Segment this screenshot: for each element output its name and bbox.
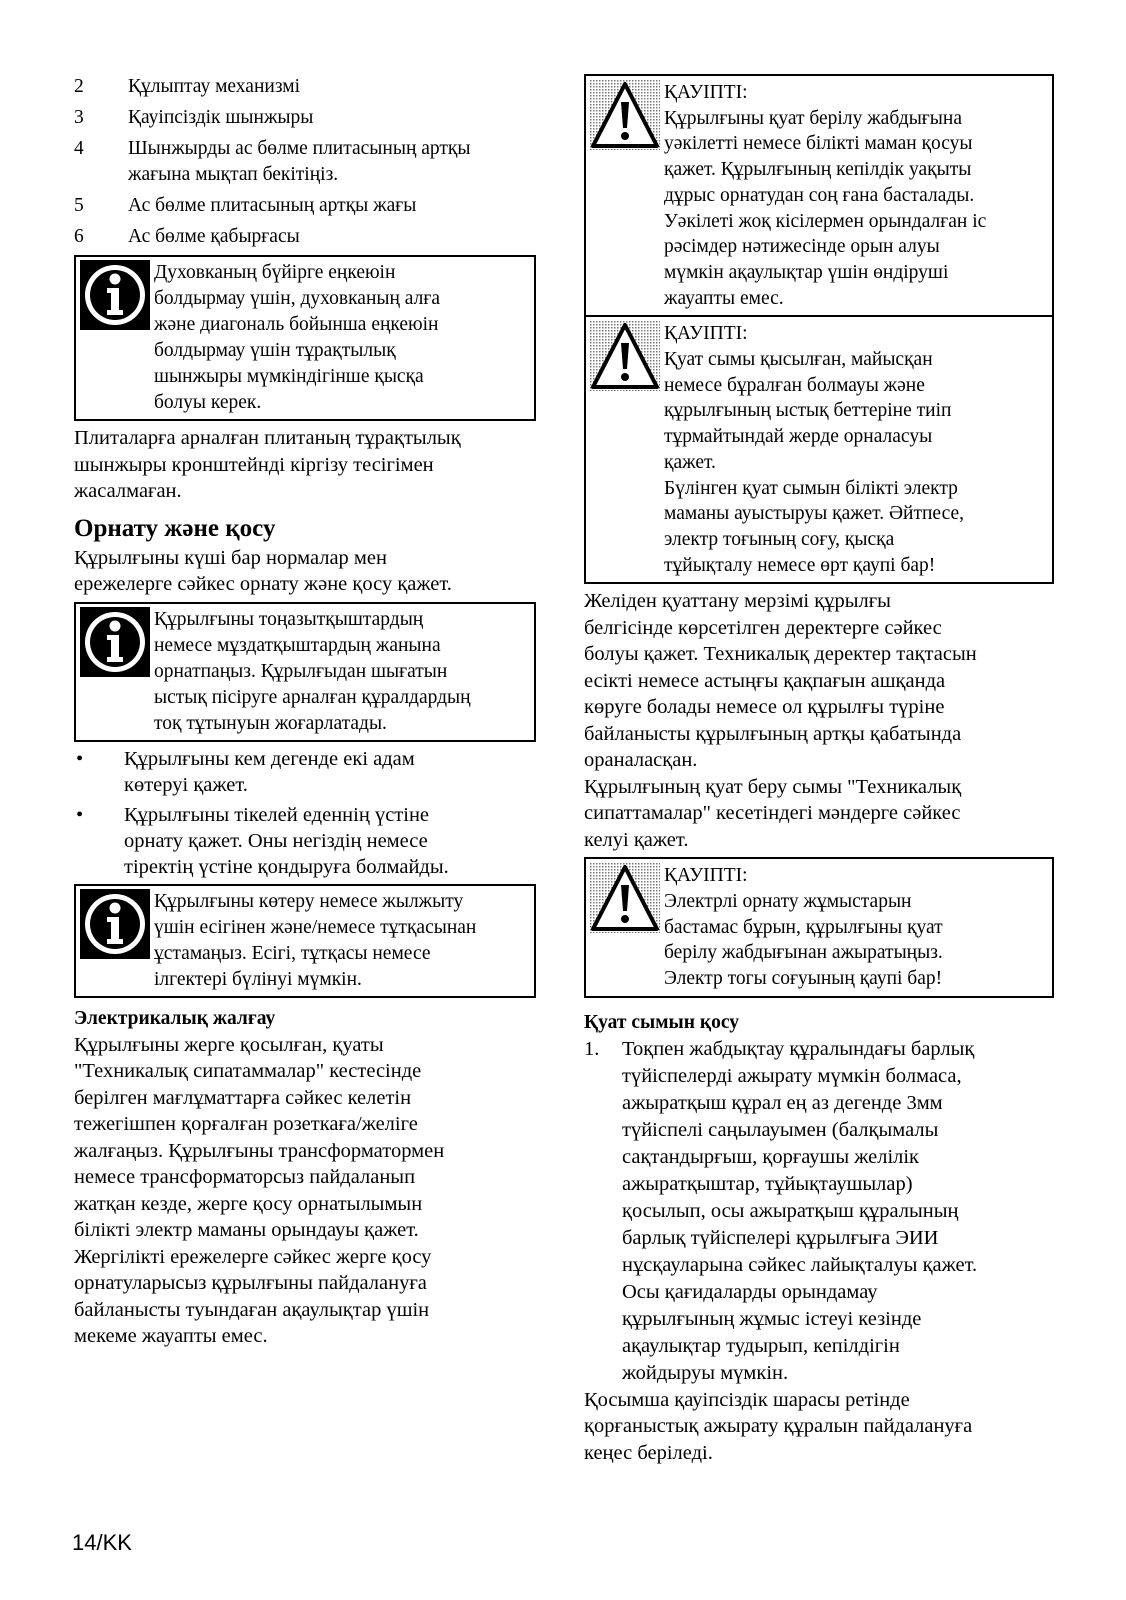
warning-text-line: жауапты емес.: [664, 287, 784, 309]
warning-icon: [590, 863, 660, 933]
bullet-text: орнату қажет. Оны негіздің немесе: [124, 829, 428, 852]
list-item: [584, 1036, 1054, 1387]
warning-text-line: тұрмайтындай жерде орналасуы: [664, 426, 933, 448]
warning-text-line: Бүлінген қуат сымын білікті электр: [664, 477, 958, 499]
paragraph-line: байланысты құрылғының артқы қабатында: [584, 722, 962, 745]
info-text-line: тоқ тұтынуын жоғарлатады.: [154, 712, 387, 734]
item-text: құрылғының жұмыс істеуі кезінде: [622, 1307, 922, 1330]
warning-text-line: уәкілетті немесе білікті маман қосуы: [664, 133, 973, 155]
paragraph-line: белгісінде көрсетілген деректерге сәйкес: [584, 616, 942, 639]
paragraph-line: мекеме жауапты емес.: [74, 1325, 268, 1347]
warning-text-line: маманы ауыстыруы қажет. Әйтпесе,: [664, 503, 964, 525]
warning-text-line: дұрыс орнатудан соң ғана басталады.: [664, 184, 975, 206]
warning-text-line: Қуат сымы қысылған, майысқан: [664, 349, 933, 371]
right-column: [584, 74, 1054, 1466]
left-column: [74, 74, 536, 1350]
info-text-line: болдырмау үшін, духовканың алға: [154, 288, 441, 309]
info-text-line: Құрылғыны көтеру немесе жылжыту: [154, 890, 464, 912]
warning-text-line: Электрлі орнату жұмыстарын: [664, 891, 912, 913]
paragraph-line: байланысты туындаған ақаулықтар үшін: [74, 1298, 430, 1321]
info-text-line: үшін есігінен және/немесе тұтқасынан: [154, 916, 477, 938]
warning-title: ҚАУІПТІ:: [664, 323, 748, 345]
bullet-text: тіректің үстіне қондыруға болмайды.: [124, 855, 449, 878]
item-text: барлық түйіспелері құрылғыға ЭИИ: [622, 1226, 939, 1249]
item-text: Қауіпсіздік шынжыры: [128, 107, 314, 128]
item-text: түйіспелі саңылауымен (балқымалы: [622, 1118, 939, 1141]
warning-text-line: рәсімдер нәтижесінде орын алуы: [664, 236, 940, 258]
paragraph-line: білікті электр маманы орындауы қажет.: [74, 1219, 419, 1241]
paragraph-line: берілген мағлұматтарға сәйкес келетін: [74, 1086, 412, 1109]
paragraph-line: ережелерге сәйкес орнату және қосу қажет.: [74, 573, 452, 595]
warning-text-line: мүмкін ақаулықтар үшін өндіруші: [664, 261, 949, 283]
paragraph-line: қорғаныстық ажырату құралын пайдалануға: [584, 1415, 973, 1438]
paragraph-line: көруге болады немесе ол құрылғы түріне: [584, 696, 945, 719]
warning-title: ҚАУІПТІ:: [664, 82, 748, 103]
warning-text-line: немесе бұралған болмауы және: [664, 374, 925, 396]
paragraph-line: Қосымша қауіпсіздік шарасы ретінде: [584, 1388, 910, 1411]
paragraph-line: болуы қажет. Техникалық деректер тақтасын: [584, 643, 977, 666]
paragraph-line: жасалмаған.: [74, 480, 182, 502]
list-item: [74, 74, 536, 100]
bullet-list: [74, 746, 536, 880]
list-item: [74, 224, 536, 250]
paragraph-line: келуі қажет.: [584, 828, 689, 851]
item-text: түйіспелерді ажырату мүмкін болмаса,: [622, 1064, 962, 1087]
warning-text-line: құрылғының ыстық беттеріне тиіп: [664, 400, 952, 422]
paragraph-installation: [74, 545, 536, 598]
info-text-line: шынжыры мүмкіндігінше қысқа: [154, 366, 424, 387]
warning-box-authorized: [584, 74, 1054, 317]
bullet-icon: •: [76, 747, 84, 770]
list-item: [74, 105, 536, 131]
warning-icon: [590, 321, 660, 391]
bullet-text: Құрылғыны кем дегенде екі адам: [124, 747, 415, 770]
item-text: сақтандырғыш, қорғаушы желілік: [622, 1145, 920, 1168]
warning-title: ҚАУІПТІ:: [664, 865, 748, 887]
warning-box-disconnect: [584, 857, 1054, 998]
item-text: ажыратқыш құрал ең аз дегенде 3мм: [622, 1091, 943, 1114]
item-text: жағына мықтап бекітіңіз.: [128, 164, 339, 185]
warning-text-line: берілу жабдығынан ажыратыңыз.: [664, 942, 943, 964]
paragraph-line: Жергілікті ережелерге сәйкес жерге қосу: [74, 1245, 432, 1268]
item-number: 2: [74, 76, 84, 97]
info-icon: [80, 607, 150, 677]
item-text: ақаулықтар тудырып, кепілдігін: [622, 1334, 900, 1357]
warning-text-line: қажет.: [664, 451, 716, 473]
list-item: [74, 193, 536, 219]
info-text-line: Құрылғыны тоңазытқыштардың: [154, 608, 424, 630]
item-number: 1.: [584, 1037, 600, 1060]
info-text-line: болуы керек.: [154, 392, 262, 413]
info-icon: [80, 889, 150, 959]
paragraph-line: жатқан кезде, жерге қосу орнатылымын: [74, 1192, 423, 1215]
paragraph-line: Желіден қуаттану мерзімі құрылғы: [584, 590, 891, 613]
paragraph-line: сипаттамалар" кесетіндегі мәндерге сәйкес: [584, 802, 961, 825]
warning-box-cable: [584, 317, 1054, 584]
paragraph-line: Құрылғыны күші бар нормалар мен: [74, 546, 387, 569]
bullet-icon: •: [76, 803, 84, 826]
paragraph-rcd: [584, 1387, 1054, 1467]
info-icon: [80, 260, 150, 330]
info-text-line: Духовканың бүйірге еңкеюін: [154, 262, 396, 283]
paragraph-stability-chain: [74, 425, 536, 505]
paragraph-line: жалғаңыз. Құрылғыны трансформатормен: [74, 1139, 445, 1162]
paragraph-line: орнатуларысыз құрылғыны пайдалануға: [74, 1272, 427, 1294]
item-text: қосылып, осы ажыратқыш құралының: [622, 1199, 959, 1222]
item-number: 3: [74, 107, 84, 128]
info-box-lifting: [74, 884, 536, 998]
bullet-text: Құрылғыны тікелей еденнің үстіне: [124, 803, 430, 826]
info-box-chain: [74, 255, 536, 421]
bullet-item: [74, 746, 536, 798]
bullet-item: [74, 802, 536, 880]
section-heading: Орнату және қосу: [74, 514, 276, 542]
item-text: Осы қағидаларды орындамау: [622, 1280, 878, 1303]
warning-text-line: бастамас бұрын, құрылғыны қуат: [664, 916, 943, 938]
paragraph-line: Құрылғының қуат беру сымы "Техникалық: [584, 775, 962, 798]
warning-icon: [590, 80, 660, 150]
item-text: Ас бөлме плитасының артқы жағы: [128, 195, 417, 216]
item-number: 4: [74, 138, 84, 159]
paragraph-line: есікті немесе астыңғы қақпағын ашқанда: [584, 669, 946, 692]
item-text: жойдыруы мүмкін.: [622, 1361, 789, 1384]
item-text: Ас бөлме қабырғасы: [128, 226, 300, 247]
item-text: Шынжырды ас бөлме плитасының артқы: [128, 138, 471, 159]
info-text-line: ілгектері бүлінуі мүмкін.: [154, 968, 362, 990]
item-text: нұсқауларына сәйкес лайықталуы қажет.: [622, 1253, 978, 1276]
numbered-list: [584, 1036, 1054, 1387]
item-text: Тоқпен жабдықтау құралындағы барлық: [622, 1037, 975, 1060]
paragraph-electrical: [74, 1032, 536, 1350]
subheading-electrical: Электрикалық жалғау: [74, 1007, 276, 1029]
paragraph-line: ораналасқан.: [584, 749, 698, 772]
warning-text-line: Электр тогы соғуының қаупі бар!: [664, 968, 943, 990]
info-box-fridge: [74, 602, 536, 742]
paragraph-supply: [584, 588, 1054, 853]
info-text-line: немесе мұздатқыштардың жанына: [154, 634, 441, 656]
paragraph-line: Құрылғыны жерге қосылған, қуаты: [74, 1033, 384, 1056]
item-text: Құлыптау механизмі: [128, 76, 301, 97]
warning-text-line: қажет. Құрылғының кепілдік уақыты: [664, 159, 972, 181]
item-number: 5: [74, 195, 84, 216]
info-text-line: және диагональ бойынша еңкеюін: [154, 314, 439, 335]
paragraph-line: тежегішпен қорғалған розеткаға/желіге: [74, 1113, 418, 1135]
item-text: ажыратқыштар, тұйықтаушылар): [622, 1172, 913, 1195]
paragraph-line: шынжыры кронштейнді кіргізу тесігімен: [74, 453, 434, 476]
bullet-text: көтеруі қажет.: [124, 773, 248, 796]
warning-text-line: электр тоғының соғу, қысқа: [664, 528, 895, 550]
info-text-line: ыстық пісіруге арналған құралдардың: [154, 686, 471, 708]
paragraph-line: немесе трансформаторсыз пайдаланып: [74, 1166, 416, 1188]
warning-text-line: Уәкілеті жоқ кісілермен орындалған іс: [664, 210, 987, 232]
paragraph-line: кеңес беріледі.: [584, 1441, 713, 1464]
info-text-line: ұстамаңыз. Есігі, тұтқасы немесе: [154, 942, 431, 964]
info-text-line: болдырмау үшін тұрақтылық: [154, 340, 396, 361]
list-item: [74, 136, 536, 188]
warning-text-line: Құрылғыны қуат берілу жабдығына: [664, 107, 962, 129]
item-number: 6: [74, 226, 84, 247]
page-number: 14/KK: [72, 1530, 132, 1555]
subheading-power-cable: Қуат сымын қосу: [584, 1011, 739, 1033]
paragraph-line: Плиталарға арналған плитаның тұрақтылық: [74, 427, 461, 449]
parts-list: [74, 74, 536, 250]
info-text-line: орнатпаңыз. Құрылғыдан шығатын: [154, 660, 448, 682]
paragraph-line: "Техникалық сипатаммалар" кестесінде: [74, 1060, 422, 1082]
warning-text-line: тұйықталу немесе өрт қаупі бар!: [664, 554, 936, 576]
